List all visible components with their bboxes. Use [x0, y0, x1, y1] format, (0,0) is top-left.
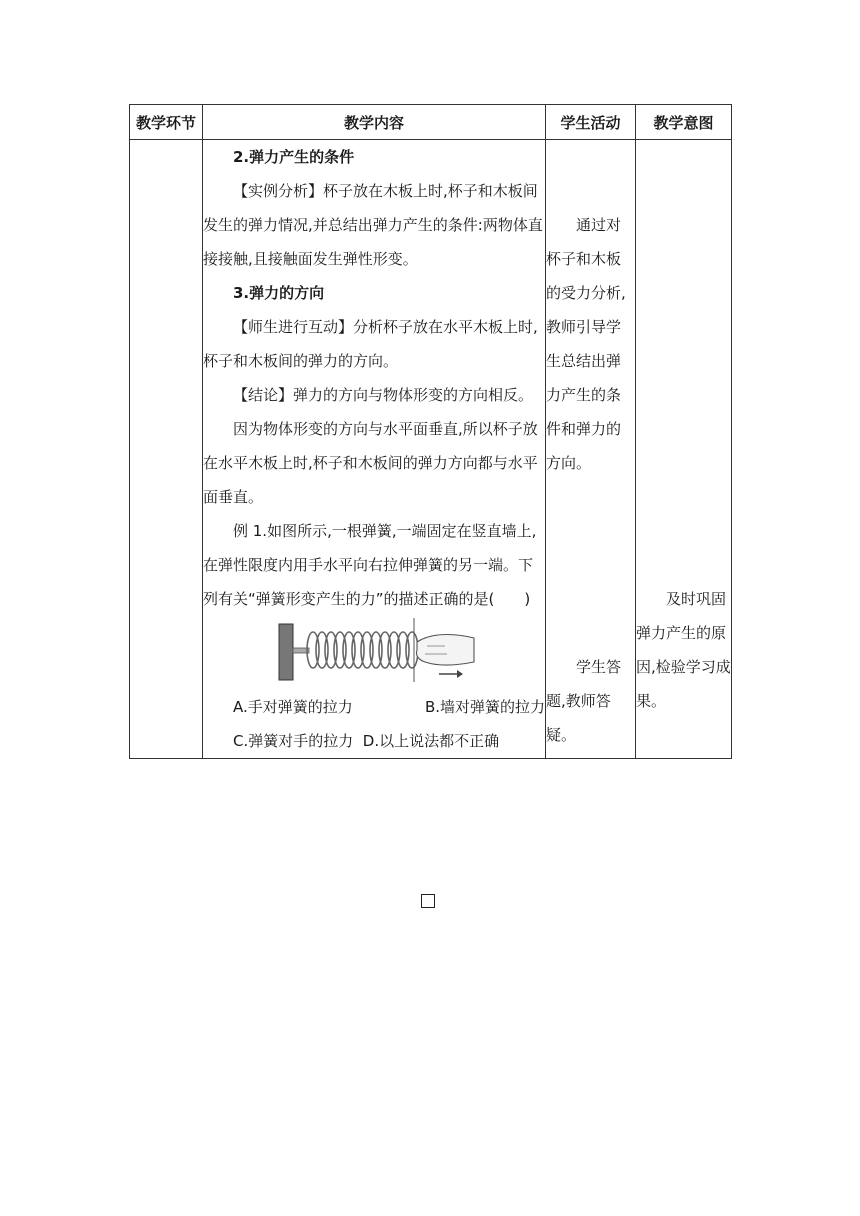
option-a: A.手对弹簧的拉力: [233, 698, 353, 716]
paragraph-example-analysis: 【实例分析】杯子放在木板上时,杯子和木板间发生的弹力情况,并总结出弹力产生的条件:两物体直接接触,且接触面发生弹性形变。: [203, 182, 543, 268]
header-intent: 教学意图: [636, 105, 732, 140]
lesson-table: [129, 104, 732, 759]
heading-elastic-direction: 3.弹力的方向: [233, 284, 325, 302]
spring-figure: [203, 616, 545, 690]
option-b: B.墙对弹簧的拉力: [424, 698, 545, 716]
intent-cell: [636, 140, 732, 759]
intent-text: 及时巩固弹力产生的原因,检验学习成果。: [636, 590, 731, 710]
option-c: C.弹簧对手的拉力: [233, 732, 354, 750]
example-question: 例 1.如图所示,一根弹簧,一端固定在竖直墙上,在弹性限度内用手水平向右拉伸弹簧的另一端。下列有关“弹簧形变产生的力”的描述正确的是( ): [203, 522, 537, 608]
header-row: [130, 105, 732, 140]
paragraph-conclusion: 【结论】弹力的方向与物体形变的方向相反。: [233, 386, 534, 404]
student-activity-cell: [546, 140, 636, 759]
stage-cell: [130, 140, 203, 759]
content-cell: [203, 140, 546, 759]
paragraph-interaction: 【师生进行互动】分析杯子放在水平木板上时,杯子和木板间的弹力的方向。: [203, 318, 538, 370]
option-d: D.以上说法都不正确: [362, 732, 500, 750]
header-activity: 学生活动: [546, 105, 636, 140]
activity-text-2: 学生答题,教师答疑。: [546, 658, 622, 744]
square-mark: [421, 894, 435, 908]
options-row-1: [203, 690, 545, 724]
activity-text-1: 通过对杯子和木板的受力分析,教师引导学生总结出弹力产生的条件和弹力的方向。: [546, 216, 626, 472]
options-row-2: [203, 724, 545, 758]
spring-illustration: [269, 616, 479, 688]
header-content: 教学内容: [203, 105, 546, 140]
paragraph-explanation: 因为物体形变的方向与水平面垂直,所以杯子放在水平木板上时,杯子和木板间的弹力方向都与水平面垂直。: [203, 420, 538, 506]
body-row: [130, 140, 732, 759]
heading-elastic-condition: 2.弹力产生的条件: [233, 148, 355, 166]
header-stage: 教学环节: [130, 105, 203, 140]
